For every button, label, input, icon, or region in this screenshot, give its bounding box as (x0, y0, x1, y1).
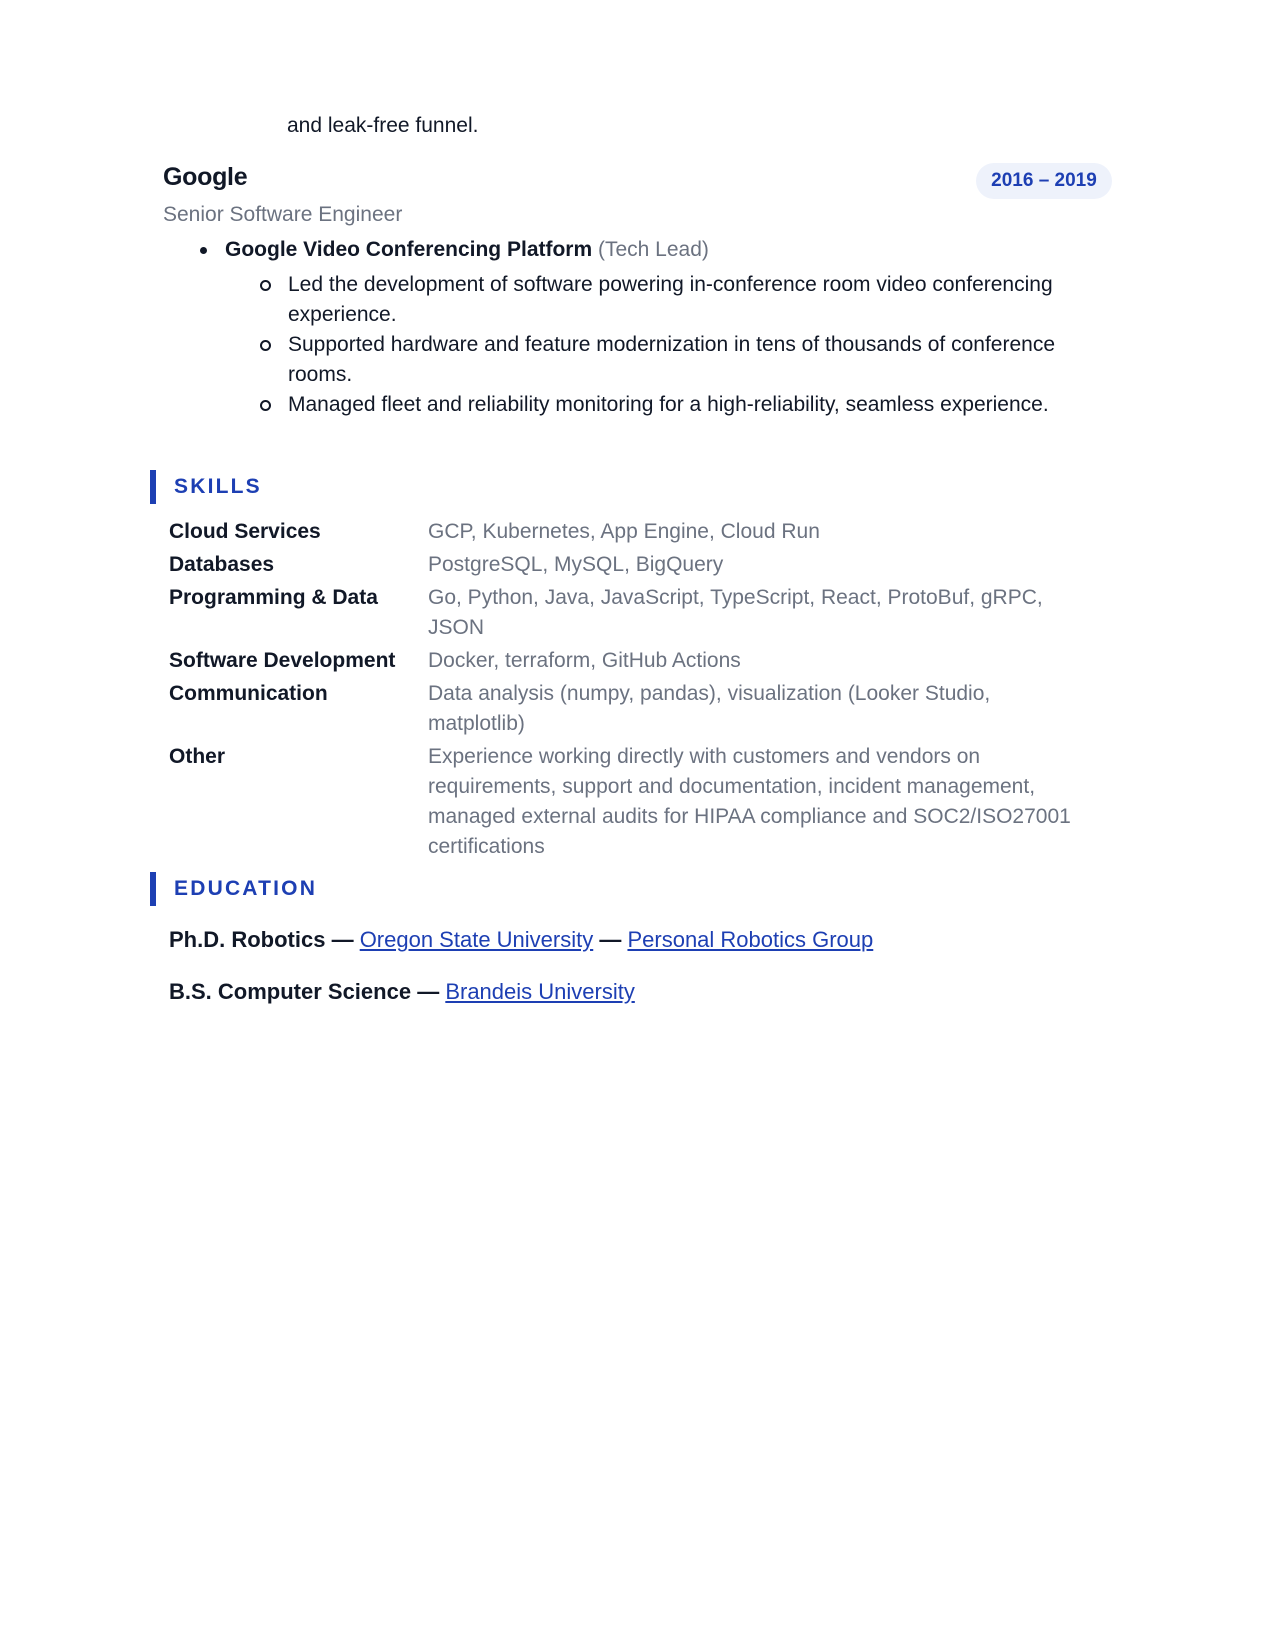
education-section-header (150, 872, 550, 906)
job-company: Google (163, 163, 248, 191)
skill-category: Databases (169, 553, 275, 576)
skill-values: GCP, Kubernetes, App Engine, Cloud Run (428, 520, 820, 543)
list-item-text: Managed fleet and reliability monitoring for a high-reliability, seamless experience. (288, 393, 1049, 416)
school-link[interactable]: Oregon State University (359, 927, 594, 952)
table-row (169, 517, 1089, 547)
job-title: Senior Software Engineer (163, 203, 403, 226)
skill-values: Data analysis (numpy, pandas), visualization (Looker Studio, matplotlib) (428, 682, 991, 735)
skills-section-header (150, 470, 550, 504)
skills-table (169, 517, 1089, 865)
separator: — (325, 927, 360, 952)
project-name: Google Video Conferencing Platform (225, 238, 593, 261)
project-bullet-list (260, 270, 1060, 420)
list-item (260, 270, 1060, 330)
section-accent-bar (150, 470, 156, 504)
skill-category: Software Development (169, 649, 396, 672)
project-heading (225, 236, 709, 264)
bullet-circle-icon (260, 400, 271, 411)
table-row (169, 742, 1089, 862)
list-item (260, 390, 1060, 420)
section-title: SKILLS (174, 475, 262, 498)
table-row (169, 583, 1089, 643)
skill-values: Docker, terraform, GitHub Actions (428, 649, 741, 672)
skill-values: Experience working directly with customers and vendors on requirements, support and documentation, incident management, managed external audits for HIPAA compliance and SOC2/ISO27001 certifications (428, 745, 1071, 858)
skill-category: Other (169, 745, 226, 768)
separator: — (593, 927, 628, 952)
skill-values: PostgreSQL, MySQL, BigQuery (428, 553, 724, 576)
bullet-dot-icon (200, 247, 207, 254)
skill-category: Programming & Data (169, 586, 378, 609)
skill-values: Go, Python, Java, JavaScript, TypeScript, React, ProtoBuf, gRPC, JSON (428, 586, 1043, 639)
degree: Ph.D. Robotics (169, 927, 326, 952)
skill-category: Cloud Services (169, 520, 321, 543)
section-accent-bar (150, 872, 156, 906)
list-item (260, 330, 1060, 390)
table-row (169, 550, 1089, 580)
skill-category: Communication (169, 682, 328, 705)
education-entry (169, 925, 873, 955)
list-item-text: Led the development of software powering in-conference room video conferencing experience. (288, 273, 1053, 326)
job-dates-badge: 2016 – 2019 (976, 163, 1112, 199)
project-role: (Tech Lead) (598, 238, 709, 261)
education-entry (169, 977, 635, 1007)
bullet-circle-icon (260, 280, 271, 291)
group-link[interactable]: Personal Robotics Group (627, 927, 874, 952)
section-title: EDUCATION (174, 877, 318, 900)
school-link[interactable]: Brandeis University (445, 979, 635, 1004)
table-row (169, 646, 1089, 676)
bullet-circle-icon (260, 340, 271, 351)
continued-bullet-text: and leak-free funnel. (287, 114, 479, 137)
list-item-text: Supported hardware and feature modernization in tens of thousands of conference rooms. (288, 333, 1056, 386)
table-row (169, 679, 1089, 739)
degree: B.S. Computer Science (169, 979, 412, 1004)
separator: — (411, 979, 446, 1004)
